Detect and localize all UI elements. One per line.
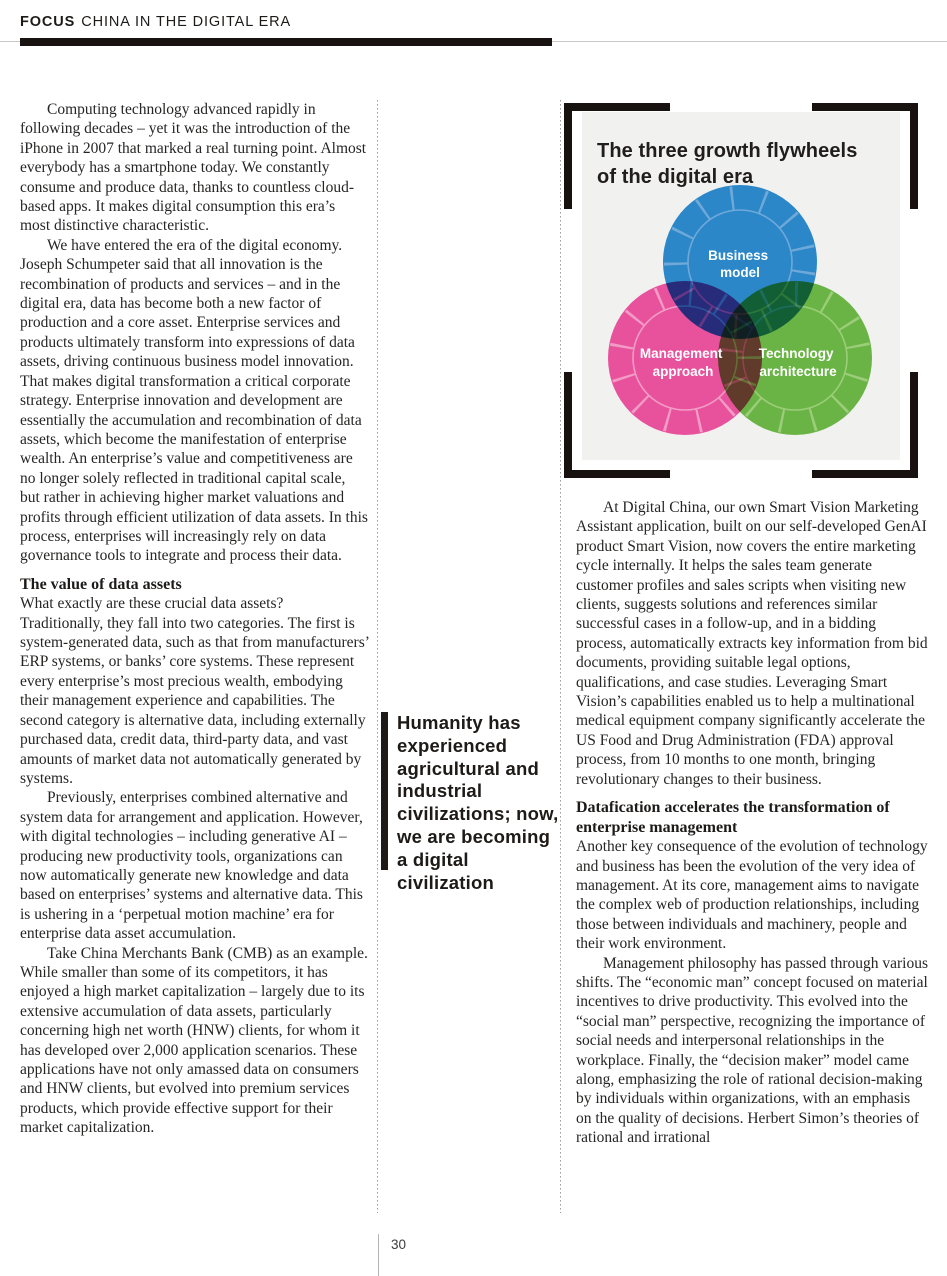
label-business: Business model: [708, 248, 769, 280]
paragraph: Management philosophy has passed through various shifts. The “economic man” concept focused on material incentives to drive productivity. This evolved into the “social man” perspective, recognizing the importance of social needs and interpersonal relationships in the workplace. Finally, the “decision maker” model came along, emphasizing the role of rational decision-making by individuals within organizations, with an emphasis on the quality of decisions. Herbert Simon’s theories of rational and irrational: [576, 954, 929, 1147]
figure-panel: [582, 112, 900, 460]
section-heading: Datafication accelerates the transformation of enterprise management: [576, 799, 890, 836]
flywheels-figure: [564, 103, 918, 478]
column-divider-left: [377, 100, 378, 1213]
label-technology: Technology architecture: [758, 346, 837, 379]
section-heading: The value of data assets: [20, 575, 182, 593]
pull-quote-text: Humanity has experienced agricultural and industrial civilizations; now, we are becoming a digital civilization: [397, 712, 559, 893]
paragraph: Take China Merchants Bank (CMB) as an example. While smaller than some of its competitors, it has enjoyed a high market capitalization – largely due to its extensive accumulation of data assets, particularly concerning high net worth (HNW) clients, for whom it has developed over 2,000 application scenarios. These applications have not only amassed data on consumers and HNW clients, but evolved into premium services products, which provide effective support for their market capitalization.: [20, 944, 368, 1137]
page-number: 30: [391, 1237, 407, 1252]
header-title: CHINA IN THE DIGITAL ERA: [81, 14, 292, 30]
footer-rule: [378, 1234, 379, 1276]
paragraph: Computing technology advanced rapidly in following decades – yet it was the introduction of the iPhone in 2007 that marked a real turning point. Almost everybody has a smartphone today. We constantly consume and produce data, thanks to countless cloud-based apps. It makes digital consumption this era’s most distinctive characteristic.: [20, 101, 367, 235]
header-black-bar: [20, 38, 552, 46]
pull-quote-bar: [381, 712, 388, 870]
pull-quote: [381, 712, 559, 894]
column-divider-right: [560, 100, 561, 1213]
article-column-2: [576, 498, 928, 1148]
page-header: [20, 14, 291, 30]
header-kicker: FOCUS: [20, 14, 76, 30]
paragraph: Another key consequence of the evolution of technology and business has been the evolution of the very idea of management. At its core, management aims to navigate the complex web of production relationships, including those between individuals and machinery, people and their work environment.: [576, 838, 928, 953]
figure-title: The three growth flywheels of the digital era: [597, 140, 858, 188]
paragraph: At Digital China, our own Smart Vision Marketing Assistant application, built on our self-developed GenAI product Smart Vision, now covers the entire marketing cycle internally. It helps the sales team generate customer profiles and sales scripts when visiting new clients, suggests solutions and references similar successful cases in a follow-up, and in a bidding process, automatically extracts key information from bid documents, providing suitable legal options, qualifications, and case studies. Leveraging Smart Vision’s capabilities enabled us to help a multinational medical equipment company significantly accelerate the US Food and Drug Administration (FDA) approval process, from 10 months to one month, bringing revolutionary changes to their business.: [576, 499, 928, 788]
article-column-1: [20, 100, 369, 1138]
paragraph: What exactly are these crucial data assets? Traditionally, they fall into two categories. The first is system-generated data, such as that from manufacturers’ ERP systems, or banks’ core systems. These represent every enterprise’s most precious wealth, embodying their management experience and capabilities. The second category is alternative data, including externally purchased data, credit data, third-party data, and vast amounts of market data not automatically generated by systems.: [20, 595, 369, 787]
paragraph: We have entered the era of the digital economy. Joseph Schumpeter said that all innovation is the recombination of products and services – and in the digital era, data has become both a new factor of production and a core asset. Enterprise services and products ultimately transform into expressions of data assets, driving continuous business model innovation. That makes digital transformation a critical corporate strategy. Enterprise innovation and development are essentially the accumulation and recombination of data assets, which become the manifestation of enterprise wealth. An enterprise’s value and competitiveness are no longer solely reflected in traditional capital scale, but rather in achieving higher market valuations and profits through efficient utilization of data assets. In this process, enterprises will increasingly rely on data governance tools to integrate and process their data.: [20, 236, 368, 565]
label-management: Management approach: [639, 346, 723, 379]
paragraph: Previously, enterprises combined alternative and system data for arrangement and application. However, with digital technologies – including generative AI – producing new productivity tools, organizations can now automatically generate new knowledge and data based on enterprises’ systems and alternative data. This is ushering in a ‘perpetual motion machine’ era for enterprise data asset accumulation.: [20, 789, 363, 943]
